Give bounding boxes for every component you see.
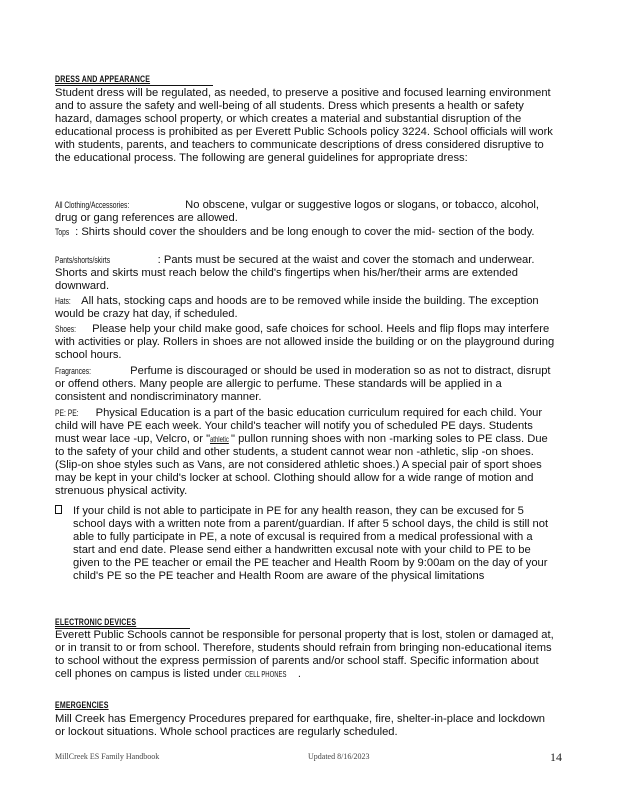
footer-center: Updated 8/16/2023 xyxy=(308,752,370,761)
emergencies-section-title: EMERGENCIES xyxy=(55,700,109,710)
footer-left: MillCreek ES Family Handbook xyxy=(55,752,160,761)
dress-item-fragrances xyxy=(55,365,555,404)
dress-term: Fragrances: xyxy=(55,366,92,376)
pe-inline-term: athletic xyxy=(210,434,229,444)
dress-term: Shoes: xyxy=(55,324,77,334)
pe-bullet-text: If your child is not able to participate in PE for any health reason, they can be excused for 5 school days with a written note from a parent/guardian. If after 5 school days, the child is still not able to fully participate in PE, a note of excusal is required from a medical professional with a start and end date. Please send either a handwritten excusal note with your child to PE to be given to the PE teacher or email the PE teacher and Health Room by 9:00am on the day of your child's PE so the PE teacher and Health Room are aware of the physical limitations xyxy=(73,505,549,582)
pe-text-after: " pullon running shoes with non -marking soles to PE class. Due to the safety of your child and other students, a student cannot wear non -athletic, slip -on shoes. (Slip-on shoe styles such as Vans, are not considered athletic shoes.) A special pair of sport shoes may be kept in your child's locker at school. Clothing should allow for a wide range of motion and strenuous physical activity. xyxy=(55,433,548,497)
dress-intro xyxy=(55,87,555,165)
page-number: 14 xyxy=(550,750,562,764)
dress-text: : Shirts should cover the shoulders and be long enough to cover the mid- section of the body. xyxy=(75,226,535,238)
dress-text: Please help your child make good, safe choices for school. Heels and flip flops may interfere with activities or play. Rollers in shoes are not allowed inside the building or on the playground during school hours. xyxy=(55,323,555,361)
dress-item-all-clothing xyxy=(55,199,555,225)
dress-item-pe xyxy=(55,407,555,498)
electronic-text-before: Everett Public Schools cannot be responsible for personal property that is lost, stolen or damaged at, or in transit to or from school. Therefore, students should refrain from bringing non-educational items to school without the express permission of parents and/or school staff. Specific information about cell phones on campus is listed under xyxy=(55,629,554,680)
electronic-body xyxy=(55,629,555,681)
dress-title-rule xyxy=(55,85,213,86)
dress-text: No obscene, vulgar or suggestive logos or slogans, or tobacco, alcohol, drug or gang references are allowed. xyxy=(55,199,540,224)
pe-text-before: Physical Education is a part of the basic education curriculum required for each child. Your child will have PE each week. Your child's teacher will notify you of scheduled PE days. Students must wear lace -up, Velcro, or " xyxy=(55,407,543,445)
emergencies-body xyxy=(55,713,555,739)
dress-text: All hats, stocking caps and hoods are to be removed while inside the building. The exception would be crazy hat day, if scheduled. xyxy=(55,295,539,320)
electronic-inline-term: CELL PHONES xyxy=(244,669,287,679)
electronic-section-title: ELECTRONIC DEVICES xyxy=(55,617,137,627)
dress-text: : Pants must be secured at the waist and cover the stomach and underwear. Shorts and skirts must reach below the child's fingertips when his/her/their arms are extended downward. xyxy=(55,254,535,292)
dress-item-hats xyxy=(55,295,555,321)
dress-text: Perfume is discouraged or should be used in moderation so as not to distract, disrupt or offend others. Many people are allergic to perfume. These standards will be applied in a consistent and nondiscriminatory manner. xyxy=(55,365,551,403)
dress-term: Pants/shorts/skirts xyxy=(55,255,111,265)
dress-item-tops xyxy=(55,226,555,239)
bullet-square-icon xyxy=(55,505,63,514)
dress-item-shoes xyxy=(55,323,555,362)
pe-term: PE: PE: xyxy=(55,408,79,418)
dress-intro-text: Student dress will be regulated, as needed, to preserve a positive and focused learning environment and to assure the safety and well-being of all students. Dress which presents a health or safety hazard, damages school property, or which creates a material and substantial disruption of the educational process is prohibited as per Everett Public Schools policy 3224. School officials will work with students, parents, and teachers to communicate descriptions of dress considered disruptive to the educational process. The following are general guidelines for appropriate dress: xyxy=(55,87,553,164)
dress-term: Hats: xyxy=(55,296,71,306)
dress-term: Tops xyxy=(55,227,70,237)
dress-section-title: DRESS AND APPEARANCE xyxy=(55,74,151,84)
dress-item-pants xyxy=(55,254,555,293)
electronic-text-after: . xyxy=(297,668,302,680)
dress-term: All Clothing/Accessories: xyxy=(55,200,130,210)
emergencies-text: Mill Creek has Emergency Procedures prepared for earthquake, fire, shelter-in-place and lockdown or lockout situations. Whole school practices are regularly scheduled. xyxy=(55,713,546,738)
